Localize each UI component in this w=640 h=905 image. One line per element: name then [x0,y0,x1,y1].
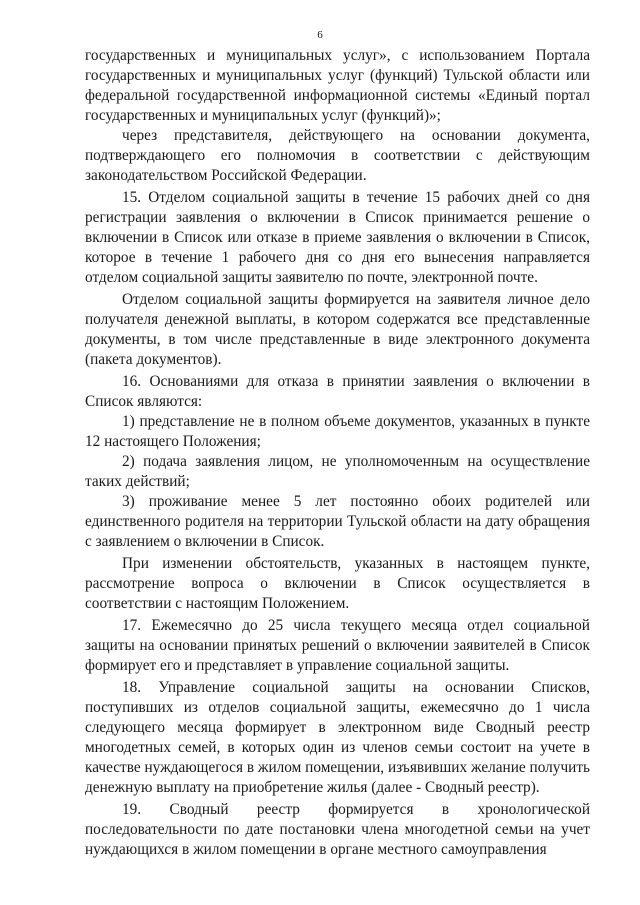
paragraph-16: 16. Основаниями для отказа в принятии заявления о включении в Список являются: [85,373,590,410]
paragraph-19: 19. Сводный реестр формируется в хронологической последовательности по дате постановки члена многодетной семьи на учет нуждающихся в жилом помещении в органе местного самоуправления [85,801,590,858]
paragraph-16-item-1: 1) представление не в полном объеме документов, указанных в пункте 12 настоящего Положения; [85,413,590,450]
paragraph-16-item-2: 2) подача заявления лицом, не уполномоченным на осуществление таких действий; [85,453,590,490]
paragraph-18: 18. Управление социальной защиты на основании Списков, поступивших из отделов социальной защиты, ежемесячно до 1 числа следующего месяца формирует в электронном виде Сводный реестр многодетных семей, в которых один из членов семьи состоит на учете в качестве нуждающегося в жилом помещении, изъявивших желание получить денежную выплату на приобретение жилья (далее - Сводный реестр). [85,679,590,796]
paragraph-portal-continuation: государственных и муниципальных услуг», с использованием Портала государственных и муниципальных услуг (функций) Тульской области или федеральной государственной информационной системы «Единый портал государственных и муниципальных услуг (функций)»; [85,47,590,124]
paragraph-16-item-3: 3) проживание менее 5 лет постоянно обоих родителей или единственного родителя на территории Тульской области на дату обращения с заявлением о включении в Список. [85,493,590,550]
paragraph-representative: через представителя, действующего на основании документа, подтверждающего его полномочия в соответствии с действующим законодательством Российской Федерации. [85,127,590,184]
paragraph-personal-file: Отделом социальной защиты формируется на заявителя личное дело получателя денежной выплаты, в котором содержатся все представленные документы, в том числе представленные в виде электронного документа (пакета документов). [85,291,590,368]
paragraph-17: 17. Ежемесячно до 25 числа текущего месяца отдел социальной защиты на основании принятых решений о включении заявителей в Список формирует его и представляет в управление социальной защиты. [85,617,590,674]
paragraph-15: 15. Отделом социальной защиты в течение 15 рабочих дней со дня регистрации заявления о включении в Список принимается решение о включении в Список или отказе в приеме заявления о включении в Список, которое в течение 1 рабочего дня со дня его вынесения направляется отделом социальной защиты заявителю по почте, электронной почте. [85,189,590,286]
document-body [85,46,590,860]
paragraph-circumstances: При изменении обстоятельств, указанных в настоящем пункте, рассмотрение вопроса о включении в Список осуществляется в соответствии с настоящим Положением. [85,555,590,612]
page-number: 6 [317,29,323,41]
